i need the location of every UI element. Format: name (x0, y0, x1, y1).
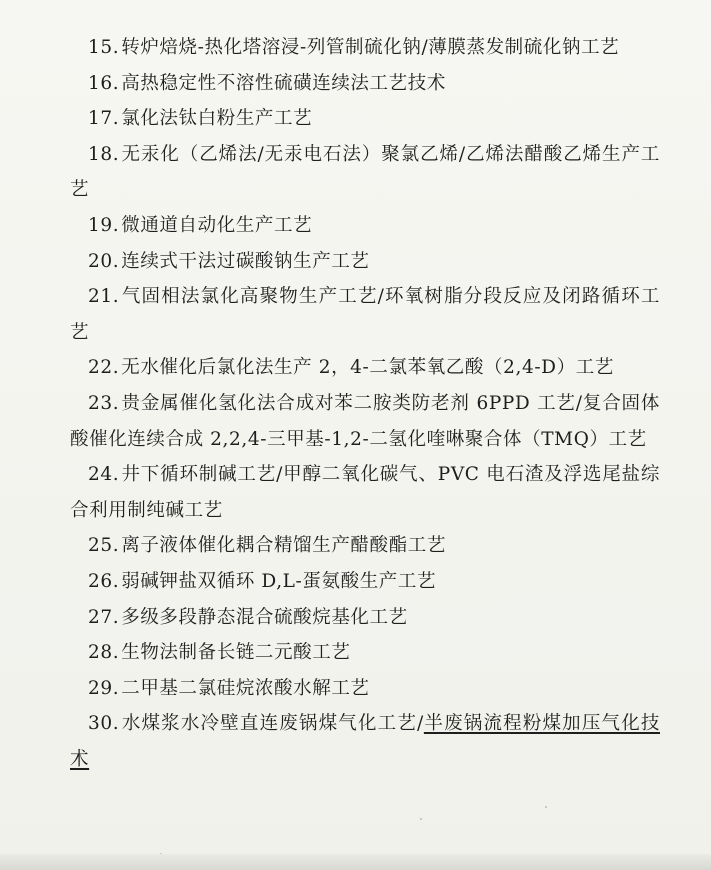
list-item-17 (70, 101, 660, 137)
item-number: 26. (88, 570, 120, 592)
item-text: 水煤浆水冷壁直连废锅煤气化工艺/ (121, 713, 424, 735)
item-text: 转炉焙烧-热化塔溶浸-列管制硫化钠/薄膜蒸发制硫化钠工艺 (121, 37, 620, 58)
item-number: 16. (88, 72, 120, 94)
item-text: 气固相法氯化高聚物生产工艺/环氧树脂分段反应及闭路循环工艺 (70, 286, 660, 343)
item-text: 离子液体催化耦合精馏生产醋酸酯工艺 (121, 535, 446, 557)
list-item-15 (70, 30, 660, 66)
item-number: 19. (88, 214, 120, 236)
page-bottom-edge (0, 854, 711, 870)
list-item-20 (70, 244, 660, 280)
list-item-16 (70, 66, 660, 102)
item-number: 18. (88, 143, 120, 165)
item-text: 无水催化后氯化法生产 2，4-二氯苯氧乙酸（2,4-D）工艺 (121, 357, 614, 379)
item-number: 15. (88, 37, 120, 58)
list-item-24 (70, 457, 660, 528)
item-text: 高热稳定性不溶性硫磺连续法工艺技术 (121, 72, 446, 94)
list-item-22 (70, 350, 660, 386)
item-number: 20. (88, 250, 120, 272)
list-item-19 (70, 208, 660, 244)
list-item-21 (70, 279, 660, 350)
item-number: 28. (88, 642, 120, 664)
list-item-30 (70, 706, 660, 777)
item-text: 生物法制备长链二元酸工艺 (121, 642, 351, 664)
item-number: 30. (88, 713, 120, 735)
item-text: 微通道自动化生产工艺 (121, 214, 313, 236)
item-text: 氯化法钛白粉生产工艺 (121, 108, 313, 130)
list-item-27 (70, 600, 660, 636)
list-item-26 (70, 564, 660, 600)
scan-speck (545, 806, 547, 808)
list-item-18 (70, 137, 660, 208)
list-item-29 (70, 671, 660, 707)
item-text: 弱碱钾盐双循环 D,L-蛋氨酸生产工艺 (121, 570, 437, 592)
list-item-23 (70, 386, 660, 457)
item-number: 21. (88, 286, 120, 308)
item-text: 贵金属催化氢化法合成对苯二胺类防老剂 6PPD 工艺/复合固体酸催化连续合成 2,2,4-三甲基-1,2-二氢化喹啉聚合体（TMQ）工艺 (70, 392, 660, 450)
item-text: 多级多段静态混合硫酸烷基化工艺 (121, 606, 408, 628)
item-number: 23. (88, 392, 120, 414)
underlined-text: 半废锅流程粉煤加压气化技术 (70, 713, 660, 770)
list-item-28 (70, 635, 660, 671)
item-number: 25. (88, 535, 120, 557)
item-text: 井下循环制碱工艺/甲醇二氧化碳气、PVC 电石渣及浮选尾盐综合利用制纯碱工艺 (70, 464, 660, 521)
item-text: 二甲基二氯硅烷浓酸水解工艺 (121, 677, 370, 699)
item-text: 无汞化（乙烯法/无汞电石法）聚氯乙烯/乙烯法醋酸乙烯生产工艺 (70, 143, 660, 201)
item-text: 连续式干法过碳酸钠生产工艺 (121, 250, 370, 272)
scan-speck (420, 818, 422, 820)
item-number: 17. (88, 108, 120, 130)
item-number: 27. (88, 606, 120, 628)
process-list (70, 30, 660, 777)
item-number: 22. (88, 357, 120, 379)
list-item-25 (70, 528, 660, 564)
item-number: 24. (88, 464, 120, 486)
item-number: 29. (88, 677, 120, 699)
